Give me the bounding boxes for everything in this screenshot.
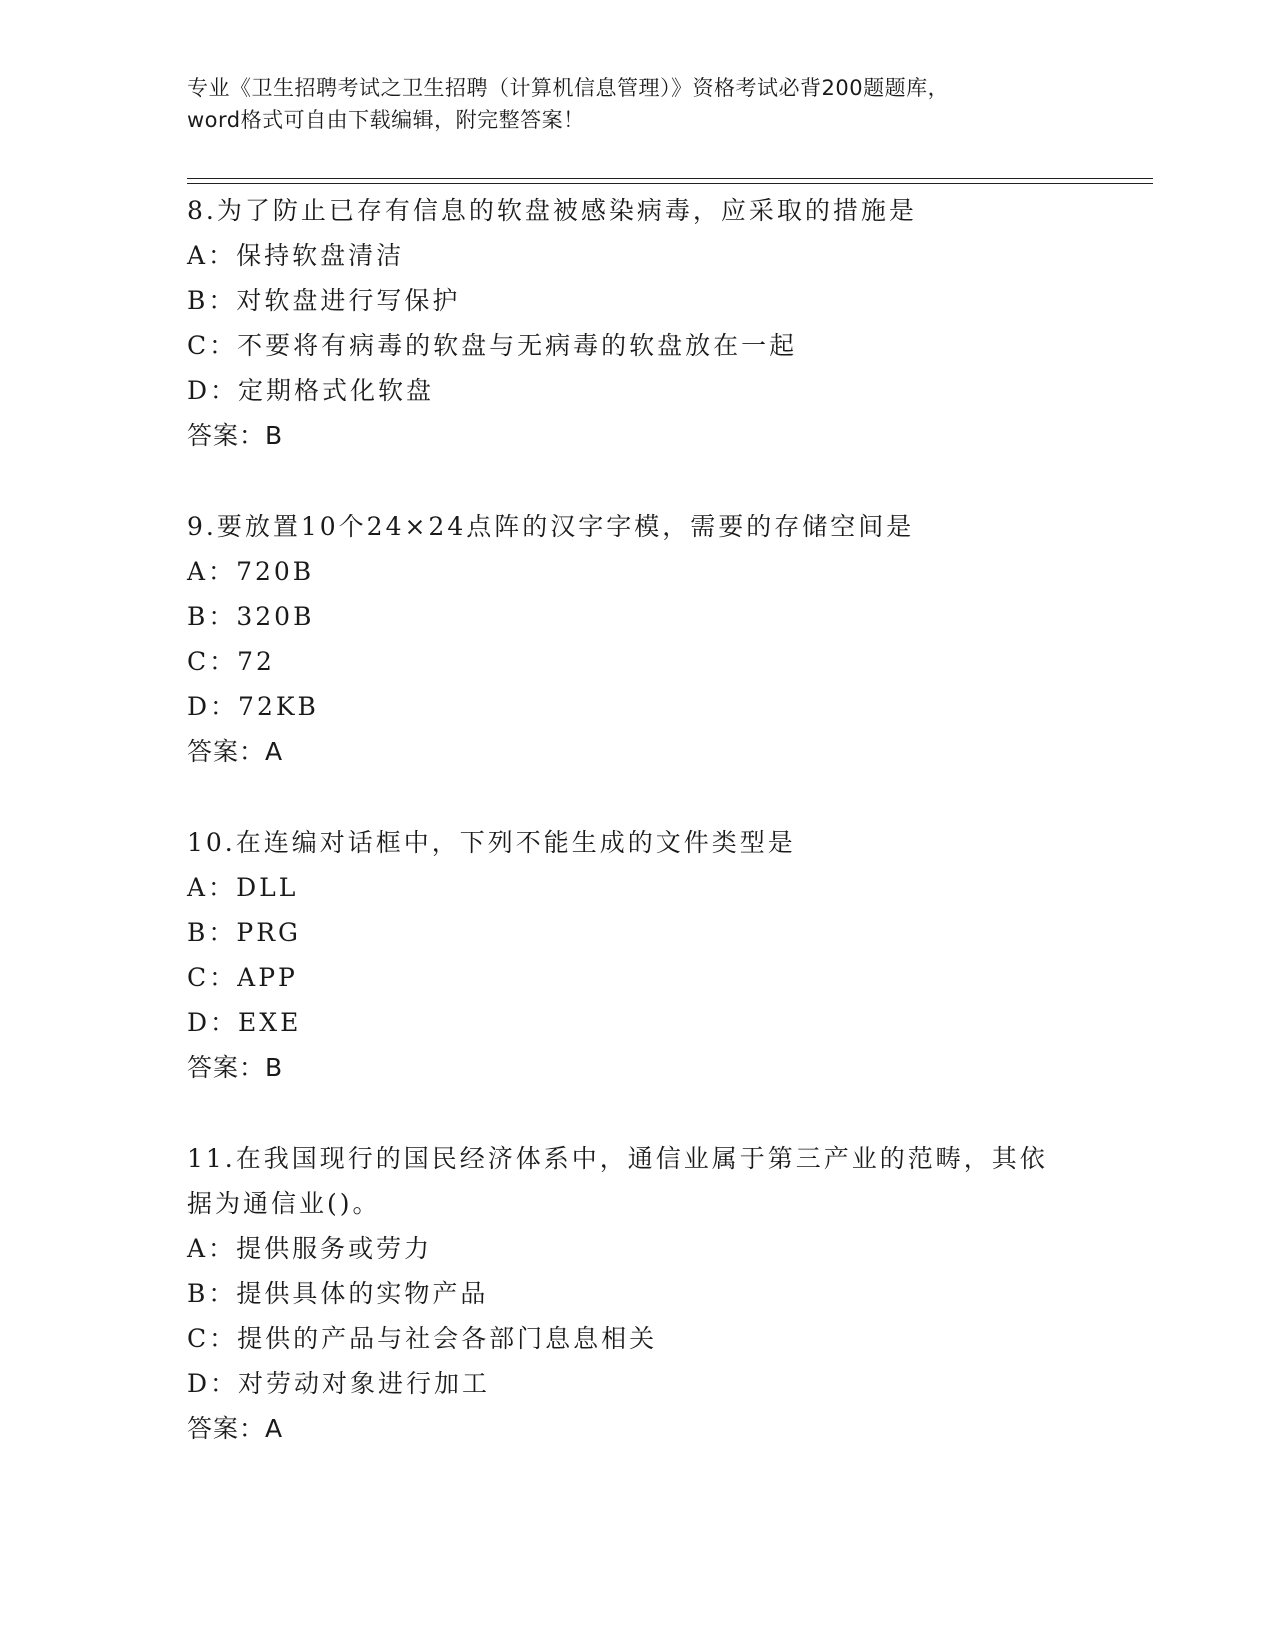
question-block (187, 1136, 1087, 1451)
header-divider-top (187, 178, 1153, 179)
document-header (187, 72, 1087, 136)
option-label: D： (187, 1008, 239, 1037)
answer-line: 答案：A (187, 1414, 284, 1443)
option-label: A： (187, 557, 237, 586)
answer-line: 答案：B (187, 1053, 284, 1082)
option-label: A： (187, 241, 237, 270)
option-text: 不要将有病毒的软盘与无病毒的软盘放在一起 (237, 331, 798, 360)
option-text: 720B (236, 557, 315, 586)
option-b (187, 278, 1087, 323)
option-b (187, 1271, 1087, 1316)
question-stem: 8.为了防止已存有信息的软盘被感染病毒，应采取的措施是 (187, 196, 917, 225)
answer-line: 答案：A (187, 737, 284, 766)
option-label: B： (187, 1279, 237, 1308)
option-label: D： (187, 1369, 239, 1398)
option-label: A： (187, 1234, 237, 1263)
option-label: C： (187, 1324, 238, 1353)
option-c (187, 639, 1087, 684)
option-d (187, 1000, 1087, 1045)
answer-line: 答案：B (187, 421, 284, 450)
question-block (187, 504, 1087, 774)
header-title-line-1: 专业《卫生招聘考试之卫生招聘（计算机信息管理）》资格考试必背200题题库， (187, 76, 950, 100)
option-label: B： (187, 286, 237, 315)
option-a (187, 549, 1087, 594)
option-text: 320B (236, 602, 315, 631)
header-divider-bottom (187, 183, 1153, 184)
option-d (187, 368, 1087, 413)
option-label: C： (187, 963, 238, 992)
option-text: 对劳动对象进行加工 (238, 1369, 491, 1398)
option-label: B： (187, 602, 237, 631)
option-text: 提供具体的实物产品 (236, 1279, 489, 1308)
option-text: PRG (236, 918, 301, 947)
option-a (187, 1226, 1087, 1271)
option-label: C： (187, 647, 238, 676)
option-c (187, 323, 1087, 368)
option-a (187, 233, 1087, 278)
question-stem: 9.要放置10个24×24点阵的汉字字模，需要的存储空间是 (187, 512, 915, 541)
question-block (187, 820, 1087, 1090)
header-title-line-2: word格式可自由下载编辑，附完整答案！ (187, 108, 585, 132)
option-label: D： (187, 692, 239, 721)
option-text: APP (237, 963, 298, 992)
option-text: 定期格式化软盘 (238, 376, 435, 405)
option-label: C： (187, 331, 238, 360)
option-c (187, 1316, 1087, 1361)
question-stem: 10.在连编对话框中，下列不能生成的文件类型是 (187, 828, 796, 857)
option-text: 保持软盘清洁 (236, 241, 405, 270)
question-stem: 11.在我国现行的国民经济体系中，通信业属于第三产业的范畴，其依据为通信业()。 (187, 1144, 1048, 1218)
option-text: DLL (236, 873, 299, 902)
option-text: 提供服务或劳力 (236, 1234, 433, 1263)
option-c (187, 955, 1087, 1000)
option-text: 提供的产品与社会各部门息息相关 (237, 1324, 658, 1353)
option-d (187, 684, 1087, 729)
option-b (187, 910, 1087, 955)
option-label: D： (187, 376, 239, 405)
option-text: 72KB (238, 692, 319, 721)
option-text: EXE (238, 1008, 302, 1037)
option-text: 72 (237, 647, 275, 676)
option-b (187, 594, 1087, 639)
option-label: A： (187, 873, 237, 902)
option-a (187, 865, 1087, 910)
option-d (187, 1361, 1087, 1406)
option-text: 对软盘进行写保护 (236, 286, 461, 315)
option-label: B： (187, 918, 237, 947)
question-block (187, 188, 1087, 458)
